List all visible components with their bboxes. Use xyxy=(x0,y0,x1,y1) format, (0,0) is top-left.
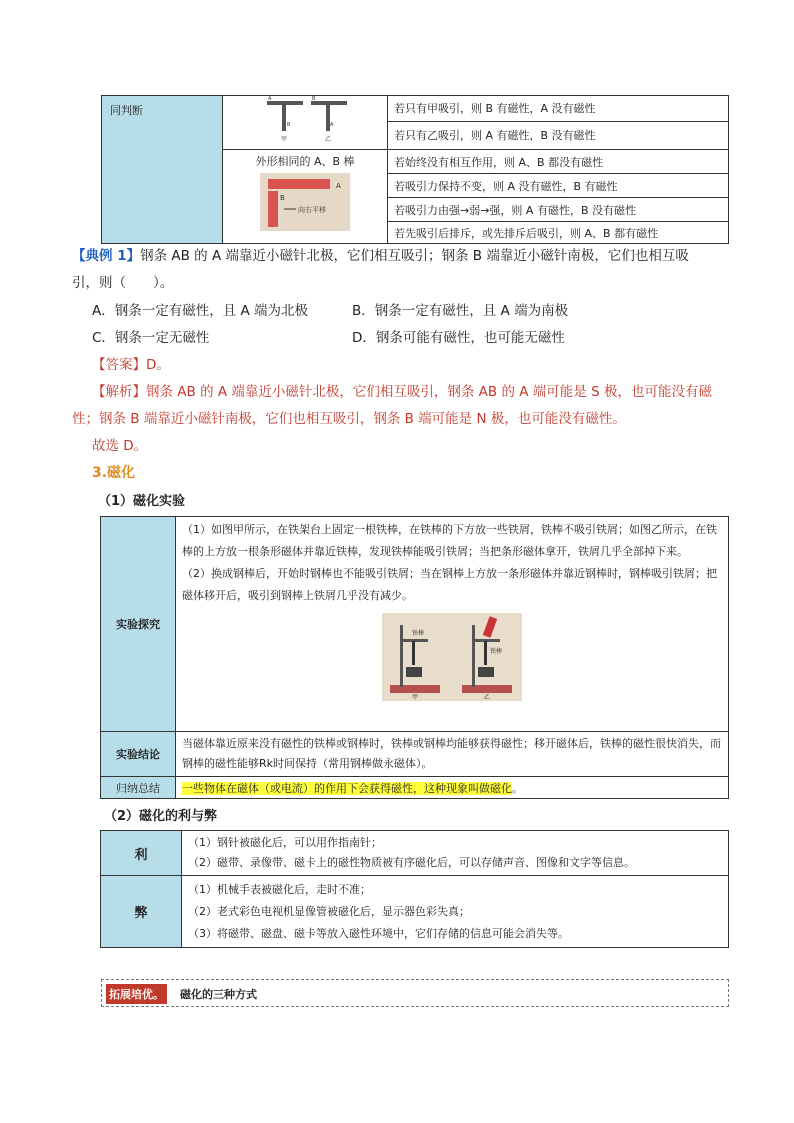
magnet-bars-figure xyxy=(223,96,387,146)
exp-row3-content: 一些物体在磁体（或电流）的作用下会获得磁性，这种现象叫做磁化。 xyxy=(176,777,729,799)
cons-item-1: （1）机械手表被磁化后，走时不准； xyxy=(188,882,371,896)
magnetization-definition: 一些物体在磁体（或电流）的作用下会获得磁性，这种现象叫做磁化 xyxy=(182,781,512,795)
perpendicular-bars-photo xyxy=(260,173,350,231)
photo-label-right: 铁棒 xyxy=(490,648,503,655)
fig-caption-jia: 甲 xyxy=(281,136,288,143)
judge-row-6: 若先吸引后排斥，或先排斥后吸引，则 A、B 都有磁性 xyxy=(388,222,729,244)
bar-figure-cell xyxy=(223,150,388,244)
cons-label: 弊 xyxy=(101,876,182,948)
analysis-tag: 【解析】 xyxy=(92,384,146,400)
photo-label-left: 铁棒 xyxy=(412,630,425,637)
judge-row-2: 若只有乙吸引，则 A 有磁性，B 没有磁性 xyxy=(388,121,729,149)
exp-row1-content xyxy=(176,517,729,732)
photo-caption-yi: 乙 xyxy=(484,694,491,701)
analysis xyxy=(72,379,732,460)
section3-sub1: （1）磁化实验 xyxy=(98,494,186,509)
fig-letter-b1: B xyxy=(287,122,291,128)
fig-letter-b2: B xyxy=(312,96,316,102)
exp-row3-label: 归纳总结 xyxy=(101,777,176,799)
cons-item-3: （3）将磁带、磁盘、磁卡等放入磁性环境中，它们存储的信息可能会消失等。 xyxy=(188,926,569,940)
exp-p1: （1）如图甲所示，在铁架台上固定一根铁棒，在铁棒的下方放一些铁屑，铁棒不吸引铁屑；如图乙所示，在铁棒的上方放一根条形磁体并靠近铁棒，发现铁棒能吸引铁屑；当把条形磁体拿开，铁屑几乎全部掉下来。 xyxy=(182,523,717,558)
bar-figure-caption: 外形相同的 A、B 棒 xyxy=(255,155,355,168)
pros-cons-table xyxy=(100,830,729,948)
extension-tag: 拓展培优。 xyxy=(106,984,167,1004)
fig-letter-a2: A xyxy=(330,122,334,128)
option-b: B．钢条一定有磁性，且 A 端为南极 xyxy=(352,303,569,319)
bar-label-b: B xyxy=(280,194,285,202)
pros-label: 利 xyxy=(101,831,182,876)
judge-row-3: 若始终没有相互作用，则 A、B 都没有磁性 xyxy=(388,150,729,174)
pros-content xyxy=(182,831,729,876)
judge-row-5: 若吸引力由强→弱→强，则 A 有磁性，B 没有磁性 xyxy=(388,198,729,222)
judge-row-4: 若吸引力保持不变，则 A 没有磁性，B 有磁性 xyxy=(388,174,729,198)
magnet-figure-cell xyxy=(223,96,388,150)
extension-title: 磁化的三种方式 xyxy=(180,988,257,1001)
option-a: A．钢条一定有磁性，且 A 端为北极 xyxy=(92,303,309,319)
example-question-line1: 钢条 AB 的 A 端靠近小磁针北极，它们相互吸引；钢条 B 端靠近小磁针南极，它们也相互吸 xyxy=(140,248,689,264)
cons-content xyxy=(182,876,729,948)
judge-row-1: 若只有甲吸引，则 B 有磁性，A 没有磁性 xyxy=(388,96,729,122)
experiment-photo xyxy=(382,613,522,701)
photo-caption-jia: 甲 xyxy=(412,694,419,701)
example-tag: 【典例 1】 xyxy=(72,248,141,264)
exp-row2-label: 实验结论 xyxy=(101,732,176,777)
judge-table xyxy=(101,95,729,244)
fig-letter-a1: A xyxy=(268,96,272,102)
bar-arrow-label: 向右平移 xyxy=(298,206,326,214)
pros-item-1: （1）钢针被磁化后，可以用作指南针； xyxy=(188,836,382,849)
exp-row2-content: 当磁体靠近原来没有磁性的铁棒或钢棒时，铁棒或钢棒均能够获得磁性；移开磁体后，铁棒的磁性很快消失，而钢棒的磁性能够Rk时间保持（常用钢棒做永磁体）。 xyxy=(176,732,729,777)
section3-title: 3.磁化 xyxy=(92,465,136,481)
answer-value: D。 xyxy=(146,357,170,373)
bar-label-a: A xyxy=(336,182,341,190)
answer-tag: 【答案】 xyxy=(92,357,146,373)
cons-item-2: （2）老式彩色电视机显像管被磁化后，显示器色彩失真； xyxy=(188,904,470,918)
fig-caption-yi: 乙 xyxy=(325,136,332,143)
example-question-line2: 引，则（ ）。 xyxy=(72,275,174,291)
extension-box xyxy=(101,979,729,1007)
analysis-line1: 钢条 AB 的 A 端靠近小磁针北极，它们相互吸引，钢条 AB 的 A 端可能是 S 极，也可能没有磁 xyxy=(146,384,712,400)
answer xyxy=(92,352,170,379)
section3-sub2: （2）磁化的利与弊 xyxy=(104,809,218,824)
analysis-line2: 性；钢条 B 端靠近小磁针南极，它们也相互吸引，钢条 B 端可能是 N 极，也可能没有磁性。 xyxy=(72,411,626,427)
option-c: C．钢条一定无磁性 xyxy=(92,330,210,346)
judge-table-label: 同判断 xyxy=(102,96,223,244)
exp-row1-label: 实验探究 xyxy=(101,517,176,732)
analysis-choose: 故选 D。 xyxy=(92,438,148,454)
example-question xyxy=(72,243,732,297)
experiment-table xyxy=(100,516,729,799)
pros-item-2: （2）磁带、录像带、磁卡上的磁性物质被有序磁化后，可以存储声音、图像和文字等信息。 xyxy=(188,856,635,869)
exp-p2: （2）换成钢棒后，开始时钢棒也不能吸引铁屑；当在钢棒上方放一条形磁体并靠近钢棒时，钢棒吸引铁屑；把磁体移开后，吸引到钢棒上铁屑几乎没有减少。 xyxy=(182,567,717,602)
option-d: D．钢条可能有磁性，也可能无磁性 xyxy=(352,330,565,346)
